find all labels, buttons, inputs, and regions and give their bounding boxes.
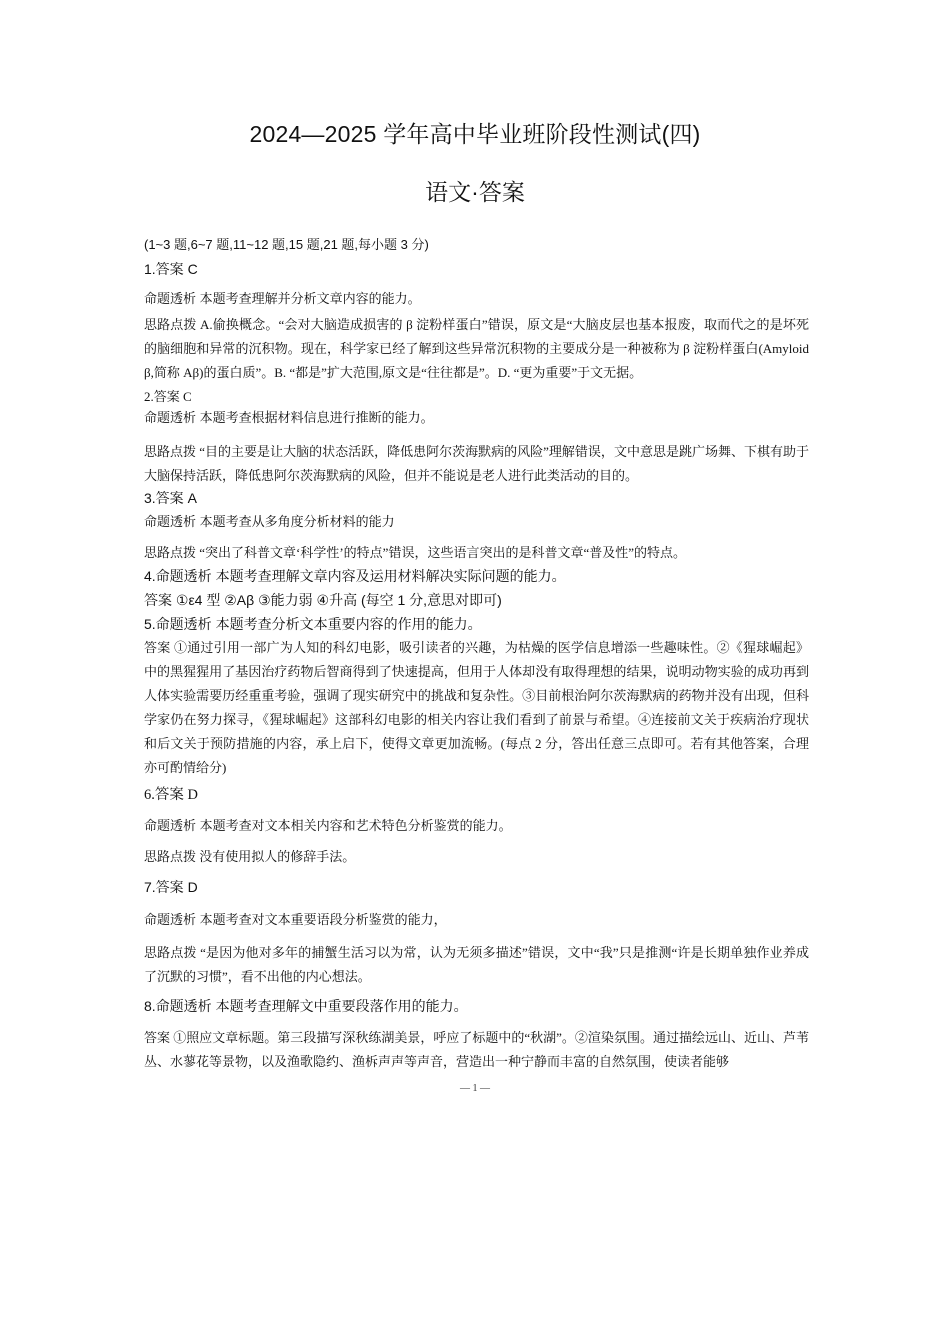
q5-analysis: 5.命题透析 本题考查分析文本重要内容的作用的能力。 bbox=[144, 616, 482, 632]
document-title: 2024—2025 学年高中毕业班阶段性测试(四) bbox=[249, 121, 701, 147]
q3-hint: 思路点拨 “突出了科普文章‘科学性’的特点”错误，这些语言突出的是科普文章“普及性”的特点。 bbox=[144, 545, 686, 560]
q1-answer: 1.答案 C bbox=[144, 261, 198, 277]
q6-answer: 6.答案 D bbox=[144, 787, 198, 803]
page-number: — 1 — bbox=[460, 1083, 490, 1094]
q5-answer: 答案 ①通过引用一部广为人知的科幻电影，吸引读者的兴趣，为枯燥的医学信息增添一些趣味性。②《猩球崛起》中的黑猩猩用了基因治疗药物后智商得到了快速提高，但用于人体却没有取得理想的结果，说明动物实验的成功再到人体实验需要历经重重考验，强调了现实研究中的挑战和复杂性。③目前根治阿尔茨海默病的药物并没有出现，但科学家仍在努力探寻，《猩球崛起》这部科幻电影的相关内容让我们看到了前景与希望。④连接前文关于疾病治疗现状和后文关于预防措施的内容，承上启下，使得文章更加流畅。(每点 2 分，答出任意三点即可。若有其他答案，合理亦可酌情给分) bbox=[144, 640, 809, 775]
q6-analysis: 命题透析 本题考查对文本相关内容和艺术特色分析鉴赏的能力。 bbox=[144, 818, 512, 833]
q7-answer: 7.答案 D bbox=[144, 879, 198, 895]
q4-analysis: 4.命题透析 本题考查理解文章内容及运用材料解决实际问题的能力。 bbox=[144, 568, 566, 584]
q2-hint: 思路点拨 “目的主要是让大脑的状态活跃，降低患阿尔茨海默病的风险”理解错误，文中意思是跳广场舞、下棋有助于大脑保持活跃，降低患阿尔茨海默病的风险，但并不能说是老人进行此类活动的目的。 bbox=[144, 444, 809, 483]
scoring-note: (1~3 题,6~7 题,11~12 题,15 题,21 题,每小题 3 分) bbox=[144, 237, 429, 252]
q2-analysis: 命题透析 本题考查根据材料信息进行推断的能力。 bbox=[144, 410, 434, 425]
q6-hint: 思路点拨 没有使用拟人的修辞手法。 bbox=[144, 849, 356, 864]
q4-answer: 答案 ①ε4 型 ②Aβ ③能力弱 ④升高 (每空 1 分,意思对即可) bbox=[144, 592, 502, 608]
document-subtitle: 语文·答案 bbox=[425, 179, 525, 205]
q8-analysis: 8.命题透析 本题考查理解文中重要段落作用的能力。 bbox=[144, 998, 468, 1014]
q2-answer: 2.答案 C bbox=[144, 389, 192, 404]
q3-analysis: 命题透析 本题考查从多角度分析材料的能力 bbox=[144, 514, 395, 529]
q3-answer: 3.答案 A bbox=[144, 490, 197, 506]
q1-hint: 思路点拨 A.偷换概念。“会对大脑造成损害的 β 淀粉样蛋白”错误，原文是“大脑皮层也基本报废，取而代之的是坏死的脑细胞和异常的沉积物。现在，科学家已经了解到这些异常沉积物的主要成分是一种被称为 β 淀粉样蛋白(Amyloid β,简称 Aβ)的蛋白质”。B. “都是”扩大范围,原文是“往往都是”。D. “更为重要”于文无据。 bbox=[144, 317, 809, 380]
q7-hint: 思路点拨 “是因为他对多年的捕蟹生活习以为常，认为无须多描述”错误，文中“我”只是推测“许是长期单独作业养成了沉默的习惯”，看不出他的内心想法。 bbox=[144, 945, 809, 984]
q8-answer: 答案 ①照应文章标题。第三段描写深秋练湖美景，呼应了标题中的“秋湖”。②渲染氛围。通过描绘远山、近山、芦苇丛、水蓼花等景物，以及渔歌隐约、渔柝声声等声音，营造出一种宁静而丰富的自然氛围，使读者能够 bbox=[144, 1030, 809, 1069]
q7-analysis: 命题透析 本题考查对文本重要语段分析鉴赏的能力， bbox=[144, 912, 447, 927]
q1-analysis: 命题透析 本题考查理解并分析文章内容的能力。 bbox=[144, 291, 421, 306]
